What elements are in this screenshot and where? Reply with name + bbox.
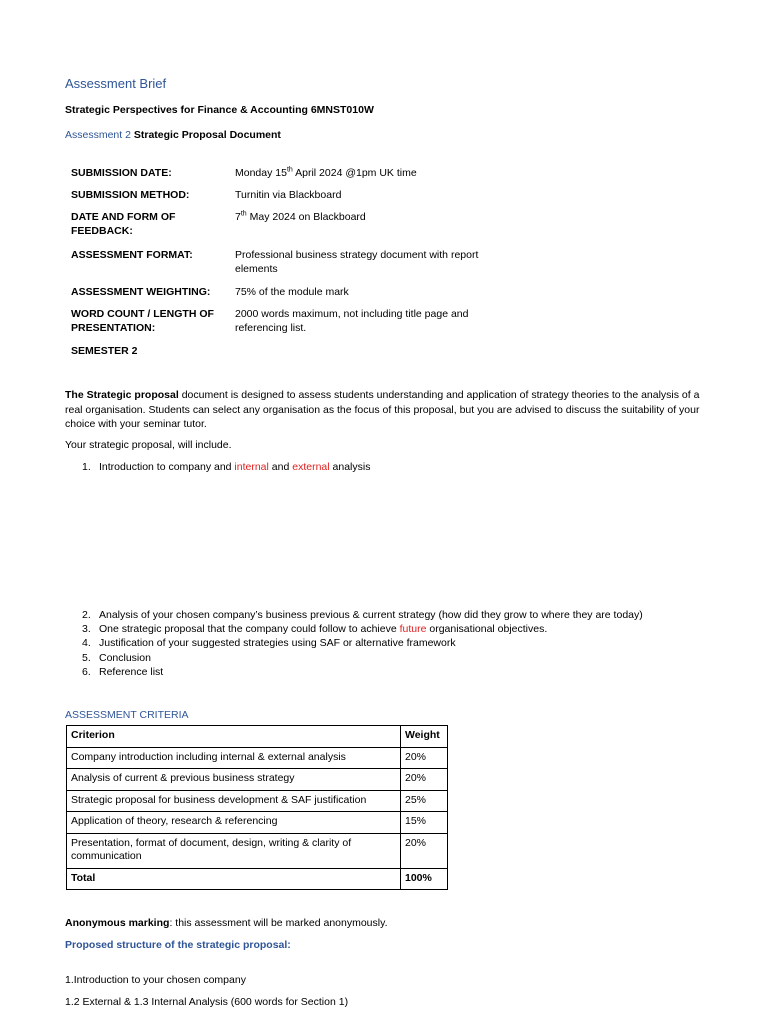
list-item: 1. Introduction to company and internal and external analysis — [82, 461, 371, 473]
structure-item: 1.2 External & 1.3 Internal Analysis (600 words for Section 1) — [65, 996, 349, 1008]
weight-cell: 20% — [401, 747, 448, 769]
criterion-cell: Strategic proposal for business development & SAF justification — [67, 790, 401, 812]
table-header-row — [67, 726, 448, 748]
submission-date-value: Monday 15th April 2024 @1pm UK time — [235, 166, 417, 179]
table-row — [67, 790, 448, 812]
weight-cell: 25% — [401, 790, 448, 812]
structure-item: 1.Introduction to your chosen company — [65, 974, 246, 986]
weight-column-header: Weight — [401, 726, 448, 748]
assessment-name: Strategic Proposal Document — [133, 129, 281, 141]
intro-paragraph: The Strategic proposal document is designed to assess students understanding and application of strategy theories to the analysis of a real organisation. Students can select any organisation as the focus of this proposal, but you are advised to discuss the suitability of your choice with your seminar tutor. — [65, 389, 700, 430]
table-row — [67, 747, 448, 769]
wordcount-label: WORD COUNT / LENGTH OF PRESENTATION: — [71, 308, 214, 334]
criterion-cell: Analysis of current & previous business strategy — [67, 769, 401, 791]
weight-cell: 20% — [401, 769, 448, 791]
feedback-value: 7th May 2024 on Blackboard — [235, 210, 366, 223]
weighting-label: ASSESSMENT WEIGHTING: — [71, 286, 211, 298]
list-item: 6. Reference list — [82, 666, 164, 678]
submission-method-label: SUBMISSION METHOD: — [71, 189, 190, 201]
format-value: Professional business strategy document with report elements — [235, 249, 479, 275]
document-title: Assessment Brief — [65, 76, 167, 91]
criterion-cell: Presentation, format of document, design, writing & clarity of communication — [67, 833, 401, 868]
total-label-cell: Total — [67, 868, 401, 890]
table-total-row — [67, 868, 448, 890]
table-row — [67, 769, 448, 791]
submission-date-label: SUBMISSION DATE: — [71, 167, 172, 179]
wordcount-value: 2000 words maximum, not including title page and referencing list. — [235, 308, 469, 334]
assessment-heading — [65, 129, 281, 141]
semester-label: SEMESTER 2 — [71, 345, 138, 357]
weight-cell: 20% — [401, 833, 448, 868]
list-item: 4. Justification of your suggested strategies using SAF or alternative framework — [82, 637, 456, 649]
format-label: ASSESSMENT FORMAT: — [71, 249, 193, 261]
criterion-column-header: Criterion — [67, 726, 401, 748]
anonymous-marking-note: Anonymous marking: this assessment will be marked anonymously. — [65, 917, 388, 929]
submission-method-value: Turnitin via Blackboard — [235, 189, 342, 201]
weighting-value: 75% of the module mark — [235, 286, 349, 298]
feedback-label: DATE AND FORM OF FEEDBACK: — [71, 211, 176, 237]
weight-cell: 15% — [401, 812, 448, 834]
criterion-cell: Company introduction including internal & external analysis — [67, 747, 401, 769]
criterion-cell: Application of theory, research & referencing — [67, 812, 401, 834]
structure-heading: Proposed structure of the strategic proposal: — [65, 939, 291, 951]
table-row — [67, 833, 448, 868]
module-title: Strategic Perspectives for Finance & Accounting 6MNST010W — [65, 104, 374, 116]
list-item: 2. Analysis of your chosen company’s business previous & current strategy (how did they grow to where they are today) — [82, 609, 643, 621]
assessment-prefix: Assessment 2 — [65, 129, 131, 141]
total-weight-cell: 100% — [401, 868, 448, 890]
table-row — [67, 812, 448, 834]
list-item: 5. Conclusion — [82, 652, 151, 664]
list-item: 3. One strategic proposal that the company could follow to achieve future organisational objectives. — [82, 623, 548, 635]
criteria-table — [66, 725, 448, 890]
include-line: Your strategic proposal, will include. — [65, 439, 232, 451]
criteria-heading: ASSESSMENT CRITERIA — [65, 709, 189, 721]
